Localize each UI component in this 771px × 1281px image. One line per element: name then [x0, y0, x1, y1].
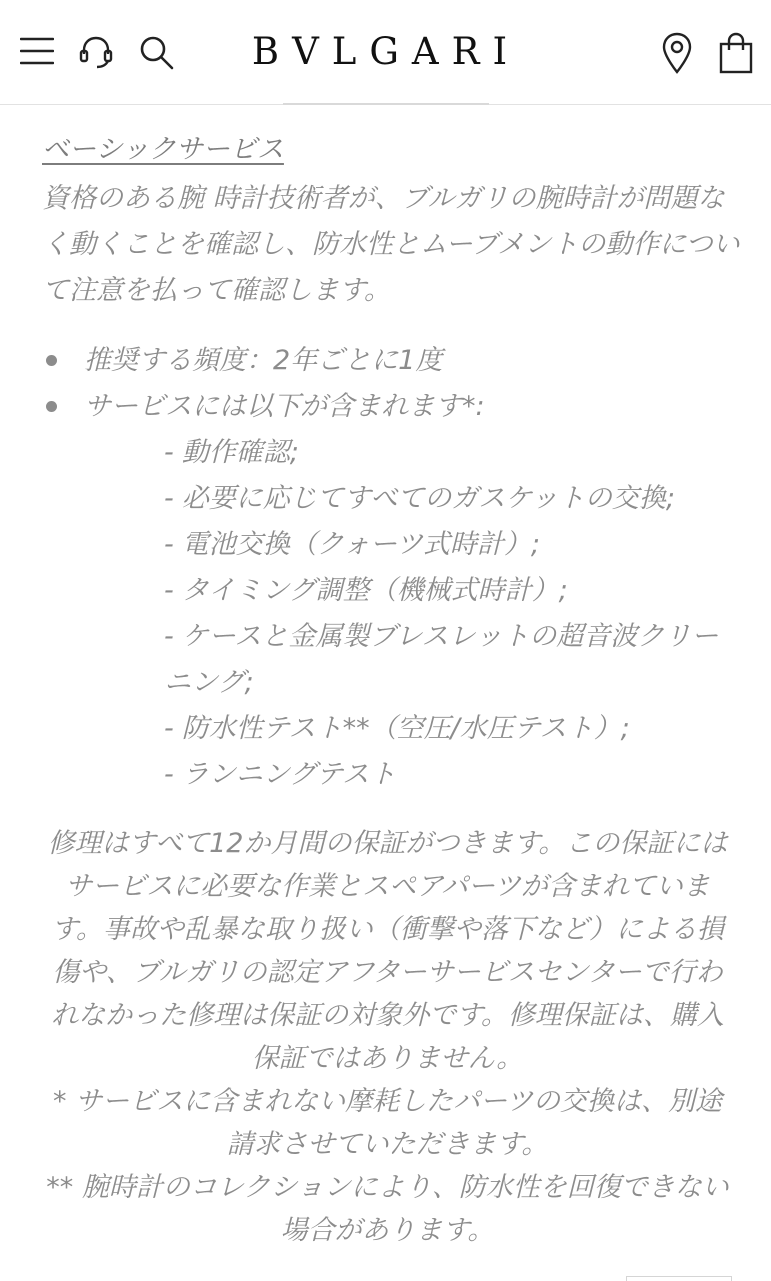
service-item-text: 防水性テスト**（空圧/水圧テスト）; — [181, 713, 630, 744]
footnote-worn-parts: * サービスに含まれない摩耗したパーツの交換は、別途請求させていただきます。 — [52, 1086, 722, 1160]
brand-logo[interactable]: BVLGARI — [251, 30, 521, 73]
service-item-text: ランニングテスト — [181, 759, 397, 790]
basic-service-title[interactable]: ベーシックサービス — [42, 134, 284, 165]
included-service-item — [164, 752, 742, 798]
search-icon[interactable] — [138, 34, 174, 70]
included-bullet — [42, 384, 742, 798]
service-item-text: 電池交換（クォーツ式時計）; — [181, 529, 540, 560]
dash: - — [164, 529, 174, 560]
service-item-text: 動作確認; — [181, 437, 299, 468]
bottom-control-edge[interactable] — [626, 1276, 732, 1281]
service-item-text: タイミング調整（機械式時計）; — [181, 575, 568, 606]
service-bullet-list — [42, 338, 742, 798]
footnote-water-resistance: ** 腕時計のコレクションにより、防水性を回復できない場合があります。 — [46, 1172, 729, 1246]
included-services-list — [84, 430, 742, 798]
warranty-notes — [40, 822, 735, 1252]
included-service-item — [164, 614, 742, 706]
included-service-item — [164, 522, 742, 568]
included-service-item — [164, 476, 742, 522]
included-service-item — [164, 568, 742, 614]
service-item-text: ケースと金属製ブレスレットの超音波クリーニング; — [164, 621, 719, 698]
dash: - — [164, 713, 174, 744]
included-bullet-label: サービスには以下が含まれます*: — [84, 391, 485, 422]
dash: - — [164, 483, 174, 514]
dash: - — [164, 437, 174, 468]
menu-icon[interactable] — [20, 36, 54, 66]
service-item-text: 必要に応じてすべてのガスケットの交換; — [181, 483, 675, 514]
service-description: 資格のある腕 時計技術者が、ブルガリの腕時計が問題なく動くことを確認し、防水性とムーブメントの動作について注意を払って確認します。 — [42, 183, 740, 306]
site-header — [0, 0, 771, 105]
support-icon[interactable] — [78, 34, 114, 70]
frequency-bullet: 推奨する頻度：2年ごとに1度 — [42, 338, 742, 384]
dash: - — [164, 621, 174, 652]
dash: - — [164, 759, 174, 790]
included-service-item — [164, 706, 742, 752]
active-nav-indicator — [283, 103, 489, 105]
shopping-bag-icon[interactable] — [718, 32, 754, 74]
dash: - — [164, 575, 174, 606]
location-pin-icon[interactable] — [660, 32, 694, 74]
warranty-text: 修理はすべて12か月間の保証がつきます。この保証にはサービスに必要な作業とスペアパーツが含まれています。事故や乱暴な取り扱い（衝撃や落下など）による損傷や、ブルガリの認定アフターサービスセンターで行われなかった修理は保証の対象外です。修理保証は、購入保証ではありません。 — [47, 828, 728, 1074]
included-service-item — [164, 430, 742, 476]
